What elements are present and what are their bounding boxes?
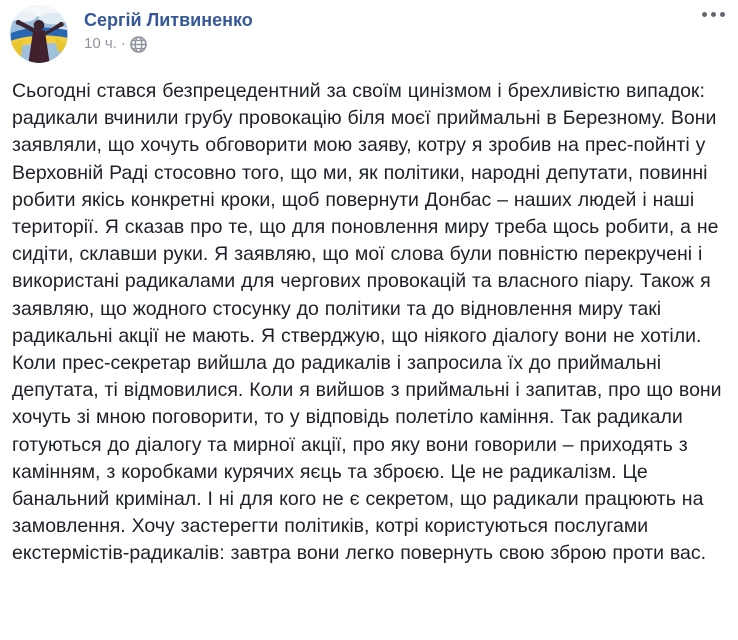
- ellipsis-icon: [711, 12, 716, 17]
- post-text: Сьогодні стався безпрецедентний за своїм цинізмом і брехливістю випадок: радикали вчинили грубу провокацію біля моєї приймальні в Березному. Вони заявляли, що хочуть обговорити мою заяву, котру я зробив на прес-пойнті у Верховній Раді стосовно того, що ми, як політики, народні депутати, повинні робити якісь конкретні кроки, щоб повернути Донбас – наших людей і наші території. Я сказав про те, що для поновлення миру треба щось робити, а не сидіти, склавши руки. Я заявляю, що мої слова були повністю перекручені і використані радикалами для чергових провокацій та власного піару. Також я заявляю, що жодного стосунку до політики та до відновлення миру такі радикальні акції не мають. Я стверджую, що ніякого діалогу вони не хотіли. Коли прес-секретар вийшла до радикалів і запросила їх до приймальні депутата, ті відмовилися. Коли я вийшов з приймальні і запитав, про що вони хочуть зі мною поговорити, то у відповідь полетіло каміння. Так радикали готуються до діалогу та мирної акції, про яку вони говорили – приходять з камінням, з коробками курячих яєць та зброєю. Це не радикалізм. Це банальний кримінал. І ні для кого не є секретом, що радикали працюють на замовлення. Хочу застерегти політиків, котрі користуються послугами екстермістів-радикалів: завтра вони легко повернуть свою зброю проти вас.: [12, 80, 722, 565]
- globe-public-icon: [130, 36, 147, 53]
- post-header-text: [84, 5, 253, 53]
- meta-separator: ·: [120, 35, 126, 52]
- avatar-photo-man-holding-ukrainian-flag: [10, 5, 68, 63]
- post-meta: [84, 35, 253, 53]
- avatar[interactable]: [10, 5, 68, 63]
- post-header: [0, 0, 738, 63]
- ellipsis-icon: [720, 12, 725, 17]
- author-name-link[interactable]: Сергій Литвиненко: [84, 10, 253, 30]
- post-options-button[interactable]: [700, 6, 727, 23]
- ellipsis-icon: [702, 12, 707, 17]
- timestamp-link[interactable]: 10 ч.: [84, 35, 117, 52]
